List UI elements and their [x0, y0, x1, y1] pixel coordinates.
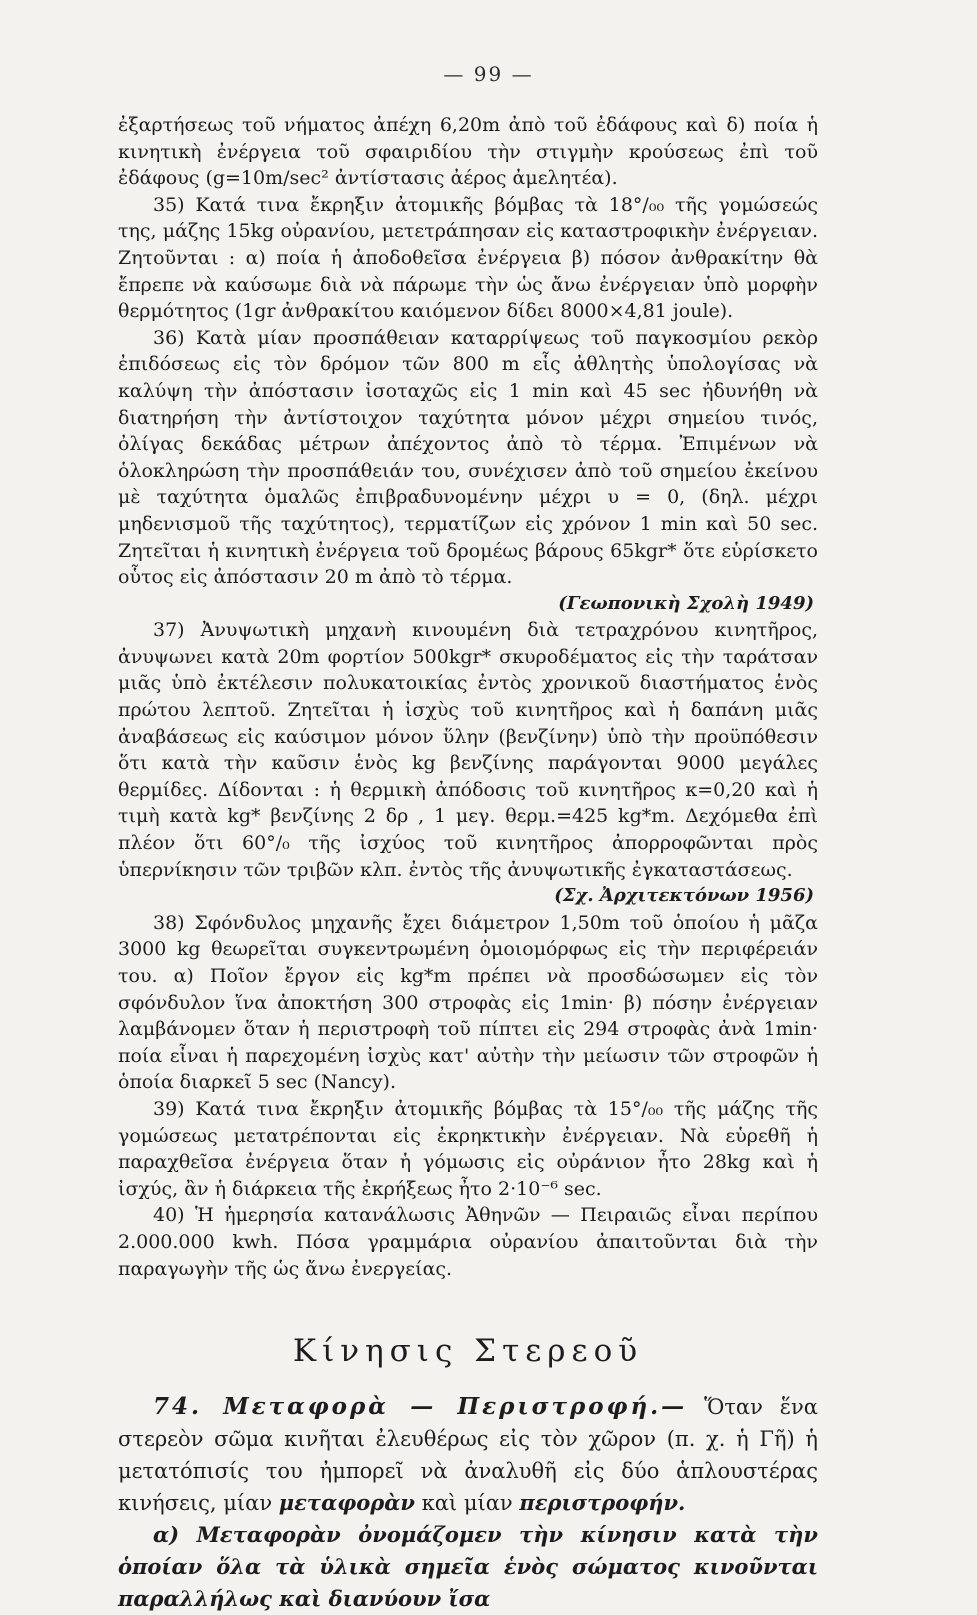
source-citation-36: (Γεωπονικὴ Σχολὴ 1949) — [558, 592, 814, 614]
source-citation-37: (Σχ. Ἀρχιτεκτόνων 1956) — [554, 885, 814, 907]
section-heading: Κίνησις Στερεοῦ — [292, 1333, 644, 1370]
definition-term-translation: μεταφορὰν — [278, 1489, 415, 1515]
problem-36: 36) Κατὰ μίαν προσπάθειαν καταρρίψεως τοῦ παγκοσμίου ρεκὸρ ἐπιδόσεως εἰς τὸν δρόμον τῶν 800 m εἷς ἀθλητὴς ὑπολογίσας νὰ καλύψη τὴν ἀπόστασιν ἰσοταχῶς εἰς 1 min καὶ 45 sec ἠδυνήθη νὰ διατηρήση τὴν ἀντίστοιχον ταχύτητα μόνον μέχρι σημείου τινός, ὀλίγας δεκάδας μέτρων ἀπέχοντος ἀπὸ τὸ τέρμα. Ἐπιμένων νὰ ὁλοκληρώση τὴν προσπάθειάν του, συνέχισεν ἀπὸ τοῦ σημείου ἐκείνου μὲ ταχύτητα ὁμαλῶς ἐπιβραδυνομένην μέχρι υ = 0, (δηλ. μέχρι μηδενισμοῦ τῆς ταχύτητος), τερματίζων εἰς χρόνον 1 min καὶ 50 sec. Ζητεῖται ἡ κινητικὴ ἐνέργεια τοῦ δρομέως βάρους 65kgr* ὅτε εὑρίσκετο οὗτος εἰς ἀπόστασιν 20 m ἀπὸ τὸ τέρμα. — [118, 326, 818, 589]
definition-text: Ὅταν ἕνα στερεὸν σῶμα κινῆται ἐλευθέρως εἰς τὸν χῶρον (π. χ. ἡ Γῆ) ἡ μετατόπισίς του ἠμπορεῖ νὰ ἀναλυθῆ εἰς δύο ἁπλουστέρας κινήσεις, μίαν — [118, 1394, 818, 1515]
problem-38: 38) Σφόνδυλος μηχανῆς ἔχει διάμετρον 1,50m τοῦ ὁποίου ἡ μᾶζα 3000 kg θεωρεῖται συγκεντρωμένη ὁμοιομόρφως εἰς τὴν περιφέρειάν του. α) Ποῖον ἔργον εἰς kg*m πρέπει νὰ προσδώσωμεν εἰς τὸν σφόνδυλον ἵνα ἀποκτήση 300 στροφὰς εἰς 1min· β) πόσην ἐνέργειαν λαμβάνομεν ὅταν ἡ περιστροφὴ τοῦ πίπτει εἰς 294 στροφὰς ἀνὰ 1min· ποία εἶναι ἡ παρεχομένη ἰσχὺς κατ' αὐτὴν τὴν μείωσιν τῶν στροφῶν ἡ ὁποία διαρκεῖ 5 sec (Nancy). — [118, 911, 818, 1094]
paragraph-continuation: ἐξαρτήσεως τοῦ νήματος ἀπέχη 6,20m ἀπὸ τοῦ ἐδάφους καὶ δ) ποία ἡ κινητικὴ ἐνέργεια τοῦ σφαιριδίου τὴν στιγμὴν κρούσεως ἐπὶ τοῦ ἐδάφους (g=10m/sec² ἀντίστασις ἀέρος ἀμελητέα). — [118, 114, 818, 190]
definition-lead: 74. Μεταφορὰ — Περιστροφή.— — [153, 1392, 688, 1420]
definition-translation: α) Μεταφορὰν ὀνομάζομεν τὴν κίνησιν κατὰ τὴν ὁποίαν ὅλα τὰ ὑλικὰ σημεῖα ἑνὸς σώματος κινοῦνται παραλλήλως καὶ διανύουν ἴσα — [118, 1521, 818, 1611]
problem-40: 40) Ἡ ἡμερησία κατανάλωσις Ἀθηνῶν — Πειραιῶς εἶναι περίπου 2.000.000 kwh. Πόσα γραμμάρια οὐρανίου ἀπαιτοῦνται διὰ τὴν παραγωγὴν τῆς ὡς ἄνω ἐνεργείας. — [118, 1204, 818, 1280]
problem-35: 35) Κατά τινα ἔκρηξιν ἀτομικῆς βόμβας τὰ 18°/₀₀ τῆς γομώσεώς της, μάζης 15kg οὐρανίου, μετετράπησαν εἰς καταστροφικὴν ἐνέργειαν. Ζητοῦνται : α) ποία ἡ ἀποδοθεῖσα ἐνέργεια β) πόσον ἀνθρακίτην θὰ ἔπρεπε νὰ καύσωμε διὰ νὰ πάρωμε τὴν ὡς ἄνω ἐνέργειαν ὑπὸ μορφὴν θερμότητος (1gr ἀνθρακίτου καιόμενον δίδει 8000×4,81 joule). — [118, 193, 818, 323]
definition-connector: καὶ μίαν — [421, 1490, 513, 1515]
problem-37: 37) Ἀνυψωτικὴ μηχανὴ κινουμένη διὰ τετραχρόνου κινητῆρος, ἀνυψωνει κατὰ 20m φορτίον 500kgr* σκυροδέματος εἰς τὴν ταράτσαν μιᾶς ὑπὸ ἐκτέλεσιν πολυκατοικίας ἐντὸς χρονικοῦ διαστήματος ἑνὸς πρώτου λεπτοῦ. Ζητεῖται ἡ ἰσχὺς τοῦ κινητῆρος καὶ ἡ δαπάνη μιᾶς ἀναβάσεως εἰς καύσιμον μόνον ὕλην (βενζίνην) ὑπὸ τὴν προϋπόθεσιν ὅτι κατὰ τὴν καῦσιν ἑνὸς kg βενζίνης παράγονται 9000 μεγάλες θερμίδες. Δίδονται : ἡ θερμικὴ ἀπόδοσις τοῦ κινητῆρος κ=0,20 καὶ ἡ τιμὴ κατὰ kg* βενζίνης 2 δρ , 1 μεγ. θερμ.=425 kg*m. Δεχόμεθα ἐπὶ πλέον ὅτι 60°/₀ τῆς ἰσχύος τοῦ κινητῆρος ἀπορροφῶνται πρὸς ὑπερνίκησιν τῶν τριβῶν κλπ. ἐντὸς τῆς ἀνυψωτικῆς ἐγκαταστάσεως. — [118, 619, 818, 881]
definition-term-rotation: περιστροφήν. — [519, 1489, 686, 1515]
page-content — [118, 112, 818, 1615]
problem-39: 39) Κατά τινα ἔκρηξιν ἀτομικῆς βόμβας τὰ 15°/₀₀ τῆς μάζης τῆς γομώσεως μετατρέπονται εἰς ἐκρηκτικὴν ἐνέργειαν. Νὰ εὑρεθῆ ἡ παραχθεῖσα ἐνέργεια ὅταν ἡ γόμωσις εἰς οὐράνιον ἦτο 28kg καὶ ἡ ἰσχύς, ἂν ἡ διάρκεια τῆς ἐκρήξεως ἦτο 2·10⁻⁶ sec. — [118, 1097, 818, 1200]
page-number: — 99 — — [443, 62, 534, 86]
